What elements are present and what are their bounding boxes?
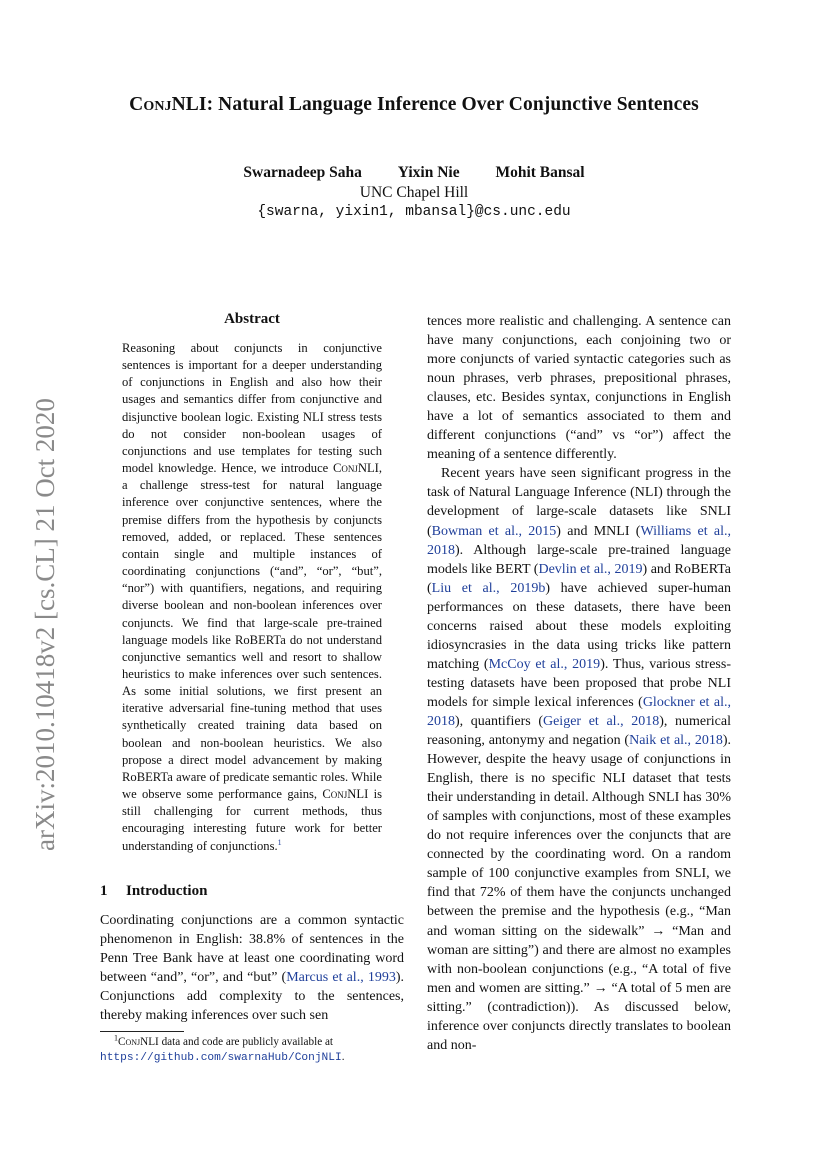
citation-link[interactable]: Devlin et al., 2019 [538,561,643,577]
body-paragraph: tences more realistic and challenging. A sentence can have many conjunctions, each conjoining two or more conjuncts of varied syntactic categories such as noun phrases, verb phrases, prepositional phrases, clauses, etc. Besides syntax, conjunctions in English have a lot of semantics associated to them and different conjunctions (“and” vs “or”) affect the meaning of a sentence differently. [427,314,731,463]
section-number: 1 [100,883,108,899]
paper-title [0,94,828,116]
citation-link[interactable]: Williams et al., 2018 [427,523,731,558]
citation-link[interactable]: Naik et al., 2018 [629,733,723,749]
footnote-number: 1 [114,1033,118,1043]
abstract-heading: Abstract [224,311,280,327]
conjnli-smallcaps: Conj [322,787,348,802]
body-text: ) and MNLI ( [556,523,641,539]
citation-link[interactable]: Liu et al., 2019b [431,580,546,596]
author-name: Swarnadeep Saha [243,164,362,181]
title-text: NLI: Natural Language Inference Over Conjunctive Sentences [171,94,699,115]
body-text: ) have achieved super-human performances on these datasets, there have been concerns raised about these models exploiting idiosyncrasies in the data using tricks like pattern matching ( [427,580,731,672]
intro-paragraph [100,911,404,1025]
citation-link[interactable]: Bowman et al., 2015 [431,523,557,539]
conjnli-smallcaps: Conj [118,1036,141,1048]
right-column [427,312,731,1055]
footnote-text: . [341,1051,345,1063]
body-text: ). However, despite the heavy usage of conjunctions in English, there is no specific NLI dataset that tests their understanding in detail. Although SNLI has 30% of samples with conjunctions, most of these examples do not require inferences over the conjuncts that are connected by the coordinating word. On a random sample of 100 conjunctive examples from SNLI, we find that 72% of them have the conjuncts unchanged between the premise and the hypothesis (e.g., “Man and woman sitting on the sidewalk” → “Man and woman are sitting”) and there are almost no examples with non-boolean conjunctions (e.g., “A total of five men and women are sitting.” → “A total of 5 men are sitting.” (contradiction)). As discussed below, inference over conjuncts directly translates to boolean and non- [427,733,731,1053]
body-paragraph [427,464,731,1054]
footnote-text: NLI data and code are publicly available at [140,1036,334,1048]
citation-link[interactable]: Marcus et al., 1993 [286,970,396,986]
citation-link[interactable]: McCoy et al., 2019 [488,656,601,672]
citation-link[interactable]: Geiger et al., 2018 [542,713,660,729]
abstract-text: Reasoning about conjuncts in conjunctive sentences is important for a deeper understanding of conjunctions in English and also how their usages and semantics differ from conjunctive and disjunctive boolean logic. Existing NLI stress tests do not consider non-boolean usages of conjunctions and use templates for testing such model knowledge. Hence, we introduce [122,341,382,476]
body-text: ). Thus, various stress-testing datasets have been proposed that probe NLI models for simple lexical inferences ( [427,656,731,710]
author-name: Mohit Bansal [495,164,585,181]
author-list [0,164,828,182]
arxiv-watermark [22,375,62,855]
body-text: ). Although large-scale pre-trained language models like BERT ( [427,542,731,577]
author-emails: {swarna, yixin1, mbansal}@cs.unc.edu [257,204,571,220]
abstract-text: NLI is still challenging for current methods, thus encouraging interesting future work for better understanding of conjunctions. [122,787,382,853]
body-text: ), numerical reasoning, antonymy and negation ( [427,713,731,749]
author-name: Yixin Nie [397,164,460,181]
section-heading-introduction [100,883,404,900]
affiliation: UNC Chapel Hill [359,184,469,201]
body-text: Recent years have seen significant progress in the task of Natural Language Inference (NLI) through the development of large-scale datasets like SNLI ( [427,466,731,539]
body-text: ). Conjunctions add complexity to the sentences, thereby making inferences over such sen [100,970,404,1024]
abstract-text: NLI, a challenge stress-test for natural language inference over conjunctive sentences, where the premise differs from the hypothesis by conjuncts removed, added, or replaced. These sentences contain single and multiple instances of coordinating conjunctions (“and”, “or”, “but”, “nor”) with quantifiers, negations, and requiring diverse boolean and non-boolean inferences over conjuncts. We find that large-scale pre-trained language models like RoBERTa do not understand conjunctive semantics well and resort to shallow heuristics to make inferences over such sentences. As some initial solutions, we first present an iterative adversarial fine-tuning method that uses synthetically created training data based on boolean and non-boolean heuristics. We also propose a direct model advancement by making RoBERTa aware of predicate semantic roles. While we observe some performance gains, [122,461,382,802]
abstract-body [122,340,382,855]
citation-link[interactable]: Glockner et al., 2018 [427,694,731,729]
body-text: Coordinating conjunctions are a common syntactic phenomenon in English: 38.8% of sentences in the Penn Tree Bank have at least one coordinating word between “and”, “or”, and “but” ( [100,913,404,986]
section-title: Introduction [126,883,208,899]
body-text: ), quantifiers ( [455,713,543,729]
body-text: ) and RoBERTa ( [427,561,731,596]
footnote-divider [100,1031,184,1032]
arxiv-id: arXiv:2010.10418v2 [cs.CL] 21 Oct 2020 [30,398,60,851]
footnote-marker[interactable]: 1 [277,837,282,847]
github-link[interactable]: https://github.com/swarnaHub/ConjNLI [100,1052,342,1064]
footnote [100,1035,404,1066]
title-smallcaps: Conj [129,94,172,115]
conjnli-smallcaps: Conj [332,461,358,476]
